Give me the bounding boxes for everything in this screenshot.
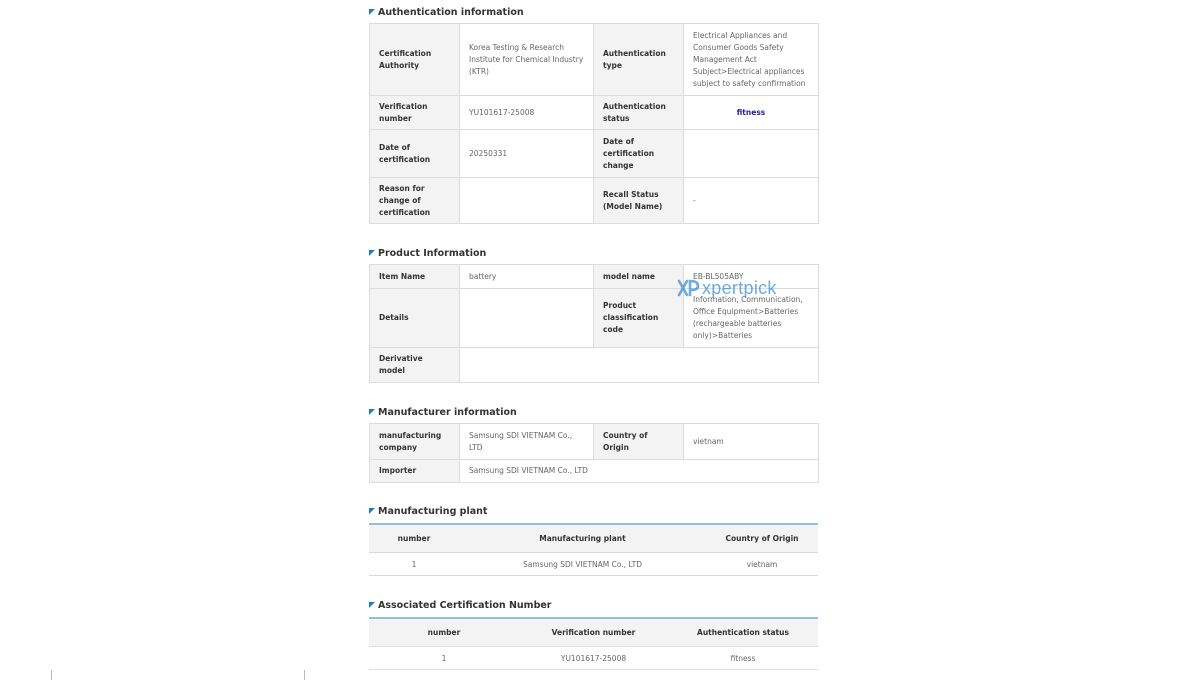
table-row bbox=[369, 553, 818, 576]
item-name-value: battery bbox=[460, 265, 594, 289]
recall-status-value: - bbox=[684, 178, 819, 224]
certification-authority-value: Korea Testing & Research Institute for Chemical Industry (KTR) bbox=[460, 24, 594, 96]
classification-code-label: Product classification code bbox=[594, 289, 684, 348]
assoc-status-cell: fitness bbox=[668, 647, 818, 670]
column-header: Country of Origin bbox=[706, 524, 818, 553]
details-value bbox=[460, 289, 594, 348]
reason-for-change-label: Reason for change of certification bbox=[370, 178, 460, 224]
authentication-type-value: Electrical Appliances and Consumer Goods Safety Management Act Subject>Electrical appliances subject to safety confirmation bbox=[684, 24, 819, 96]
model-name-label: model name bbox=[594, 265, 684, 289]
table-header-row bbox=[369, 618, 818, 647]
column-header: Verification number bbox=[519, 618, 668, 647]
column-header: Authentication status bbox=[668, 618, 818, 647]
recall-status-label: Recall Status (Model Name) bbox=[594, 178, 684, 224]
date-of-certification-value: 20250331 bbox=[460, 130, 594, 178]
country-of-origin-value: vietnam bbox=[684, 424, 819, 460]
derivative-model-label: Derivative model bbox=[370, 348, 460, 383]
edge-divider bbox=[51, 670, 52, 680]
table-row bbox=[370, 348, 819, 383]
xpertpick-logo-icon bbox=[677, 278, 700, 298]
manufacturing-company-value: Samsung SDI VIETNAM Co., LTD bbox=[460, 424, 594, 460]
table-row bbox=[370, 424, 819, 460]
verification-number-value: YU101617-25008 bbox=[460, 96, 594, 130]
table-row bbox=[370, 24, 819, 96]
table-row bbox=[370, 178, 819, 224]
assoc-number-cell: 1 bbox=[369, 647, 519, 670]
manufacturer-section-title: Manufacturer information bbox=[369, 406, 818, 420]
column-header: number bbox=[369, 524, 459, 553]
date-of-change-label: Date of certification change bbox=[594, 130, 684, 178]
reason-for-change-value bbox=[460, 178, 594, 224]
xpertpick-watermark bbox=[677, 277, 777, 299]
manufacturing-company-label: manufacturing company bbox=[370, 424, 460, 460]
triangle-marker-icon bbox=[369, 508, 375, 514]
edge-divider bbox=[304, 670, 305, 680]
auth-section-title: Authentication information bbox=[369, 6, 818, 20]
triangle-marker-icon bbox=[369, 9, 375, 15]
item-name-label: Item Name bbox=[370, 265, 460, 289]
authentication-status-label: Authentication status bbox=[594, 96, 684, 130]
verification-number-label: Verification number bbox=[370, 96, 460, 130]
table-row bbox=[370, 460, 819, 483]
importer-label: Importer bbox=[370, 460, 460, 483]
plant-name-cell: Samsung SDI VIETNAM Co., LTD bbox=[459, 553, 706, 576]
date-of-certification-label: Date of certification bbox=[370, 130, 460, 178]
certification-page bbox=[369, 0, 818, 670]
details-label: Details bbox=[370, 289, 460, 348]
plant-table bbox=[369, 523, 818, 576]
certification-authority-label: Certification Authority bbox=[370, 24, 460, 96]
column-header: number bbox=[369, 618, 519, 647]
triangle-marker-icon bbox=[369, 602, 375, 608]
plant-number-cell: 1 bbox=[369, 553, 459, 576]
derivative-model-value bbox=[460, 348, 819, 383]
xp-logo-shape bbox=[677, 278, 700, 298]
table-row bbox=[370, 130, 819, 178]
model-name-value: EB-BL505ABY bbox=[684, 265, 819, 289]
triangle-marker-icon bbox=[369, 250, 375, 256]
watermark-text: xpertpick bbox=[702, 277, 777, 298]
plant-origin-cell: vietnam bbox=[706, 553, 818, 576]
product-section-title: Product Information bbox=[369, 247, 818, 261]
manufacturer-table bbox=[369, 423, 819, 483]
column-header: Manufacturing plant bbox=[459, 524, 706, 553]
table-row bbox=[369, 647, 818, 670]
classification-code-value: Information, Communication, Office Equipment>Batteries (rechargeable batteries only)>Batteries bbox=[684, 289, 819, 348]
assoc-section-title: Associated Certification Number bbox=[369, 599, 818, 613]
authentication-status-value: fitness bbox=[684, 96, 819, 130]
table-row bbox=[370, 96, 819, 130]
date-of-change-value bbox=[684, 130, 819, 178]
auth-table bbox=[369, 23, 819, 224]
authentication-type-label: Authentication type bbox=[594, 24, 684, 96]
xp-logo-text: XP bbox=[677, 278, 679, 279]
assoc-verification-cell: YU101617-25008 bbox=[519, 647, 668, 670]
plant-section-title: Manufacturing plant bbox=[369, 505, 818, 519]
assoc-table bbox=[369, 617, 818, 670]
country-of-origin-label: Country of Origin bbox=[594, 424, 684, 460]
table-header-row bbox=[369, 524, 818, 553]
triangle-marker-icon bbox=[369, 409, 375, 415]
importer-value: Samsung SDI VIETNAM Co., LTD bbox=[460, 460, 819, 483]
